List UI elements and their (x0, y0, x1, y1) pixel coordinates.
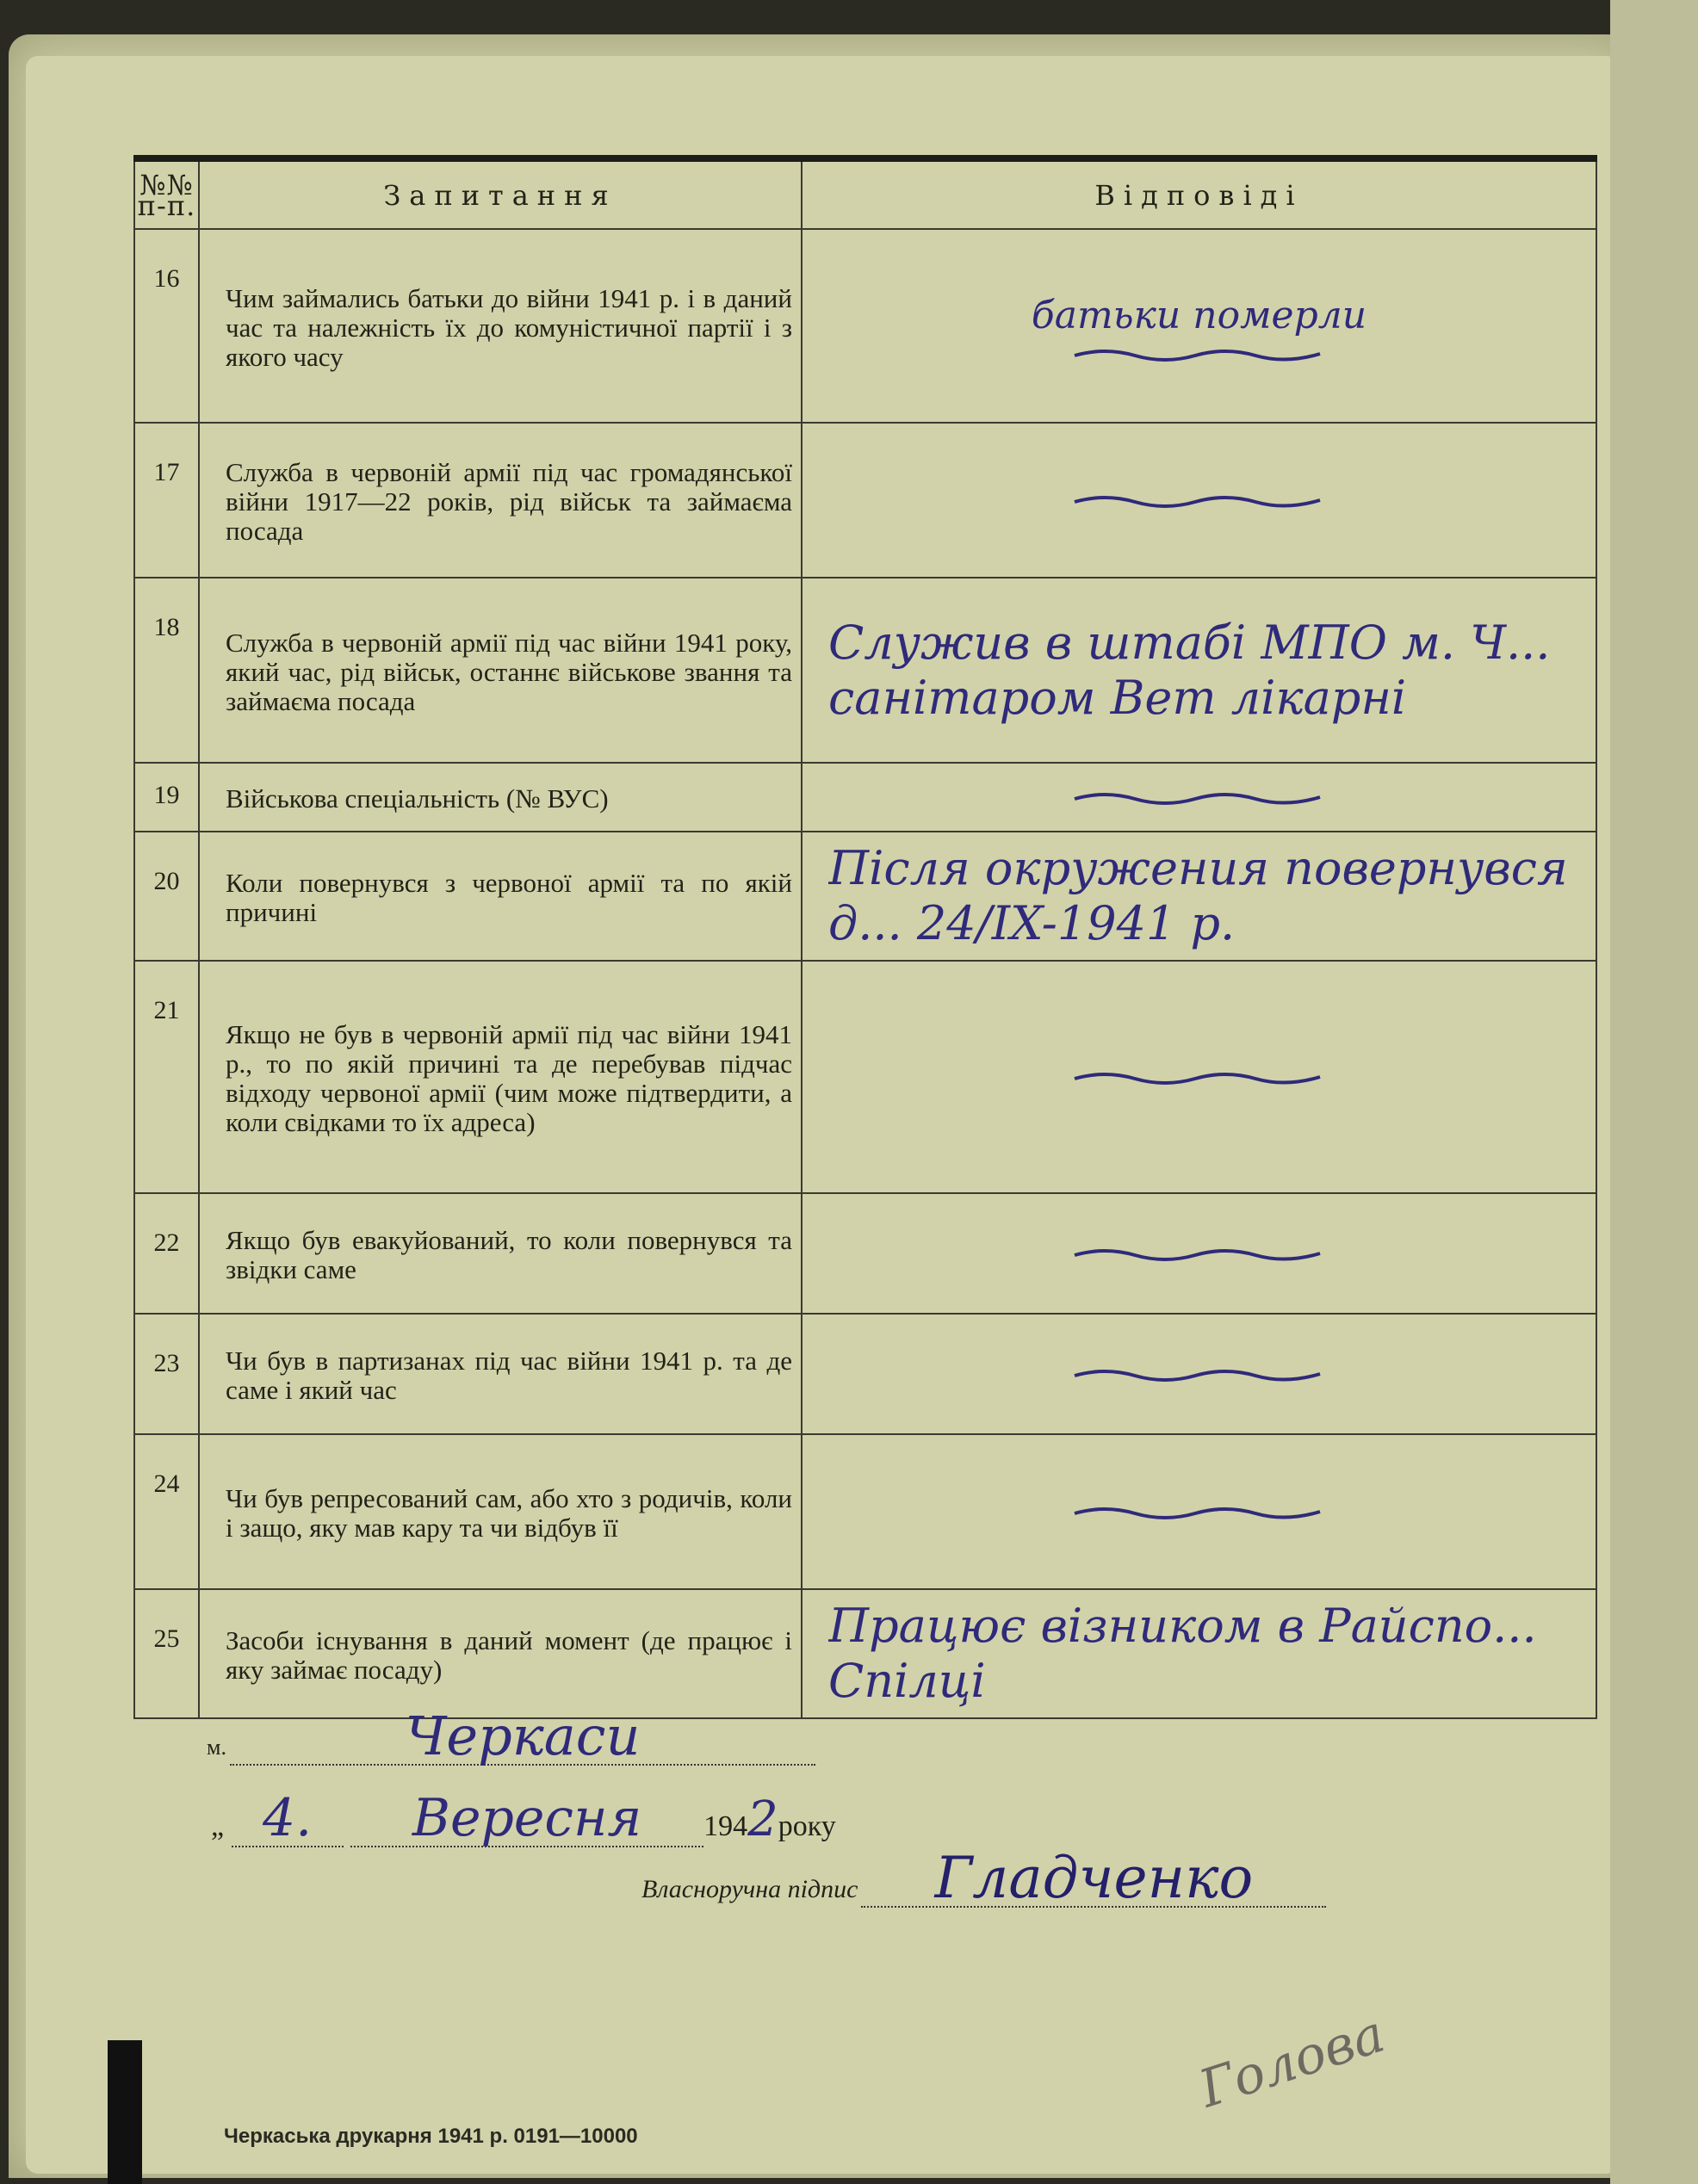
dash-mark (1070, 490, 1329, 510)
answer-cell (802, 578, 1596, 763)
answer-cell (802, 1314, 1596, 1434)
handwritten-answer: Служив в штабі МПО м. Ч... санітаром Вет лікарні (828, 615, 1551, 725)
dash-mark (1070, 1364, 1329, 1384)
answer-cell (802, 423, 1596, 578)
question-text: Чи був в партизанах під час війни 1941 р. та де саме і який час (199, 1314, 802, 1434)
table-row (134, 1314, 1596, 1434)
question-text: Якщо не був в червоній армії під час війни 1941 р., то по якій причині та де перебував підчас відходу червоної армії (чим може підтвердити, а коли свідками то їх адреса) (199, 961, 802, 1193)
questionnaire-table (133, 155, 1597, 1719)
table-row (134, 1589, 1596, 1718)
place-line (207, 1705, 815, 1767)
table-row (134, 961, 1596, 1193)
num-column-header: №№ п-п. (134, 158, 199, 229)
place-prefix: м. (207, 1735, 226, 1760)
question-text: Чим займались батьки до війни 1941 р. і в даний час та належність їх до комуністичної партії і з якого часу (199, 229, 802, 423)
handwritten-answer: Працює візником в Райспо... Спілці (828, 1599, 1537, 1708)
question-text: Коли повернувся з червоної армії та по якій причині (199, 832, 802, 961)
answer-cell (802, 763, 1596, 832)
dash-mark (1070, 1243, 1329, 1264)
table-row (134, 423, 1596, 578)
question-text: Засоби існування в даний момент (де працює і яку займає посаду) (199, 1589, 802, 1718)
place-field (230, 1705, 815, 1767)
handwritten-day: 4. (262, 1788, 313, 1848)
row-number: 24 (134, 1434, 199, 1589)
table-row (134, 763, 1596, 832)
handwritten-answer: батьки померли (1031, 293, 1367, 337)
row-number: 21 (134, 961, 199, 1193)
answer-cell (802, 1193, 1596, 1314)
question-text: Чи був репресований сам, або хто з родичів, коли і защо, яку мав кару та чи відбув її (199, 1434, 802, 1589)
table-row (134, 229, 1596, 423)
printer-imprint: Черкаська друкарня 1941 р. 0191—10000 (224, 2125, 638, 2148)
signature-field (861, 1845, 1326, 1911)
row-number: 23 (134, 1314, 199, 1434)
table-row (134, 1434, 1596, 1589)
answer-cell (802, 832, 1596, 961)
handwritten-answer: Після окружения повернувся д... 24/IX-1941 р. (828, 841, 1568, 950)
handwritten-signature: Гладченко (934, 1845, 1254, 1911)
table-row (134, 832, 1596, 961)
row-number: 19 (134, 763, 199, 832)
adjacent-page-edge (1610, 0, 1698, 2184)
handwritten-place: Черкаси (405, 1705, 641, 1767)
answer-cell (802, 1434, 1596, 1589)
row-number: 16 (134, 229, 199, 423)
question-column-header: Запитання (199, 158, 802, 229)
dash-mark (1070, 1067, 1329, 1087)
table-row (134, 1193, 1596, 1314)
year-suffix: року (778, 1810, 836, 1842)
answer-cell (802, 961, 1596, 1193)
month-field (350, 1788, 703, 1848)
row-number: 20 (134, 832, 199, 961)
dash-mark (1070, 1501, 1329, 1522)
row-number: 17 (134, 423, 199, 578)
answer-column-header: Відповіді (802, 158, 1596, 229)
handwritten-month: Вересня (412, 1788, 642, 1848)
question-text: Якщо був евакуйований, то коли повернувся та звідки саме (199, 1193, 802, 1314)
signature-label: Власноручна підпис (641, 1875, 858, 1903)
signature-line (641, 1845, 1326, 1911)
handwritten-year-digit: 2 (747, 1791, 778, 1847)
date-line: „ 4. Вересня 1942року (211, 1788, 836, 1848)
question-text: Служба в червоній армії під час громадянської війни 1917—22 років, рід військ та займаєма посада (199, 423, 802, 578)
answer-cell (802, 229, 1596, 423)
table-row (134, 578, 1596, 763)
row-number: 25 (134, 1589, 199, 1718)
pencil-note: Голова (1192, 2003, 1392, 2120)
question-text: Служба в червоній армії під час війни 1941 року, який час, рід військ, останнє військове звання та займаєма посада (199, 578, 802, 763)
dash-mark (1070, 343, 1329, 364)
row-number: 22 (134, 1193, 199, 1314)
answer-cell (802, 1589, 1596, 1718)
dash-mark (1070, 787, 1329, 807)
binder-clip (108, 2040, 142, 2184)
year-prefix: 194 (703, 1810, 748, 1842)
day-field (232, 1788, 344, 1848)
row-number: 18 (134, 578, 199, 763)
question-text: Військова спеціальність (№ ВУС) (199, 763, 802, 832)
